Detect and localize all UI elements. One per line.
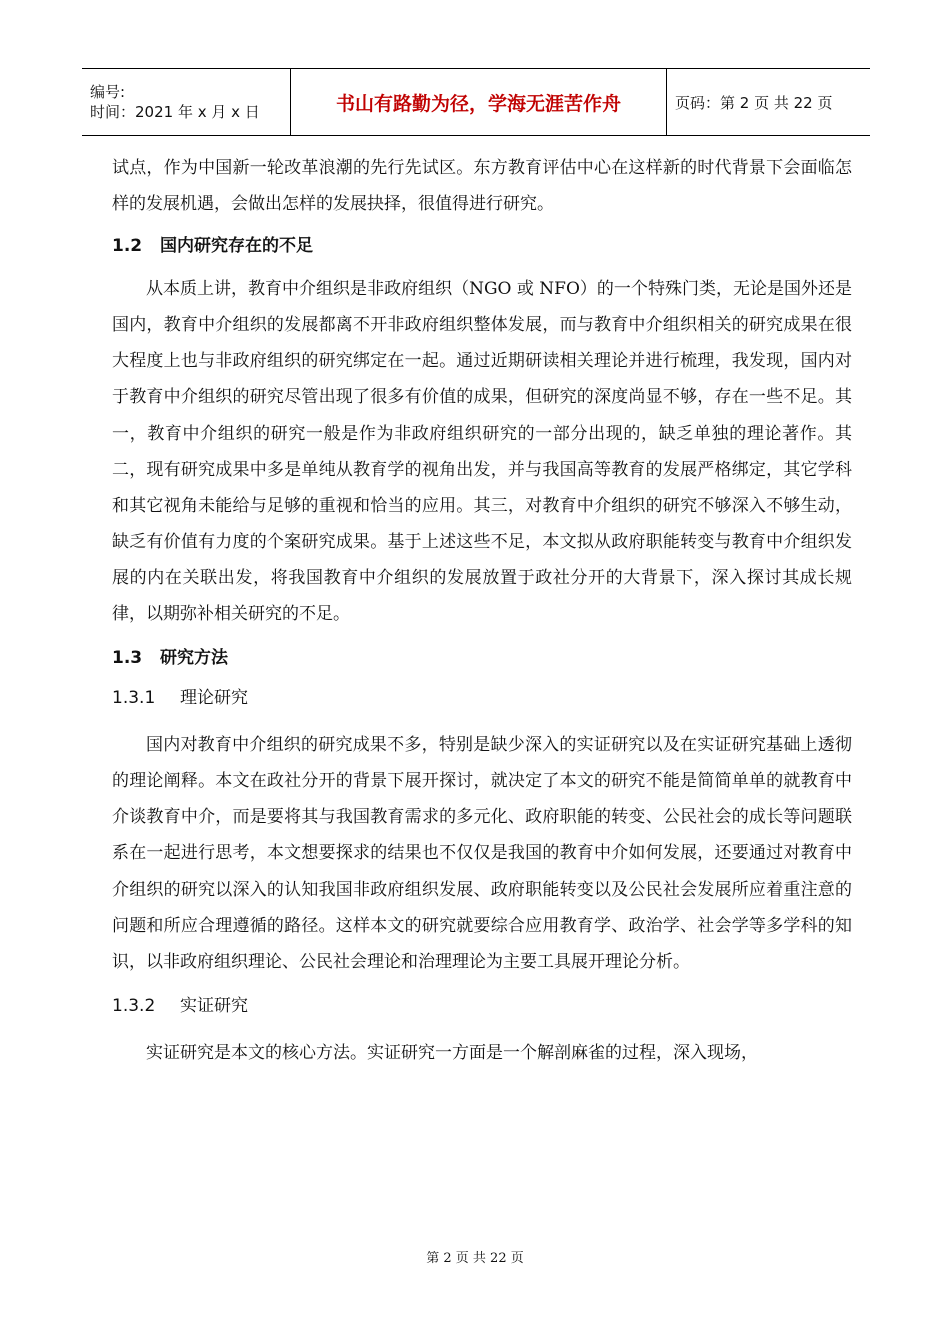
- paragraph-empirical-research: 实证研究是本文的核心方法。实证研究一方面是一个解剖麻雀的过程，深入现场，: [146, 1042, 758, 1063]
- subsection-title: 实证研究: [180, 995, 248, 1016]
- subsection-heading-1-3-1: [112, 688, 852, 708]
- section-title: 国内研究存在的不足: [160, 236, 313, 257]
- document-body: [112, 150, 852, 1071]
- subsection-title: 理论研究: [180, 688, 248, 709]
- page-footer: 第 2 页 共 22 页: [426, 1251, 524, 1266]
- subsection-heading-1-3-2: [112, 996, 852, 1016]
- subsection-number: 1.3.2: [112, 995, 156, 1016]
- section-heading-1-2: [112, 236, 852, 256]
- page-header: [82, 68, 870, 136]
- subsection-number: 1.3.1: [112, 688, 156, 709]
- header-page-info: 页码：第 2 页 共 22 页: [667, 69, 871, 136]
- time-label: 时间：2021 年 x 月 x 日: [90, 103, 260, 121]
- section-number: 1.2: [112, 236, 143, 257]
- section-heading-1-3: [112, 648, 852, 668]
- number-label: 编号:: [90, 83, 126, 101]
- paragraph-theory-research: 国内对教育中介组织的研究成果不多，特别是缺少深入的实证研究以及在实证研究基础上透彻的理论阐释。本文在政社分开的背景下展开探讨，就决定了本文的研究不能是简简单单的就教育中介谈教育中介，而是要将其与我国教育需求的多元化、政府职能的转变、公民社会的成长等问题联系在一起进行思考，本文想要探求的结果也不仅仅是我国的教育中介如何发展，还要通过对教育中介组织的研究以深入的认知我国非政府组织发展、政府职能转变以及公民社会发展所应着重注意的问题和所应合理遵循的路径。这样本文的研究就要综合应用教育学、政治学、社会学等多学科的知识，以非政府组织理论、公民社会理论和治理理论为主要工具展开理论分析。: [112, 735, 852, 972]
- paragraph-continuation: 试点，作为中国新一轮改革浪潮的先行先试区。东方教育评估中心在这样新的时代背景下会面临怎样的发展机遇，会做出怎样的发展抉择，很值得进行研究。: [112, 158, 852, 215]
- section-number: 1.3: [112, 648, 143, 669]
- section-title: 研究方法: [160, 648, 228, 669]
- header-meta: [82, 69, 291, 136]
- paragraph-research-gaps: 从本质上讲，教育中介组织是非政府组织（NGO 或 NFO）的一个特殊门类，无论是国外还是国内，教育中介组织的发展都离不开非政府组织整体发展，而与教育中介组织相关的研究成果在很大程度上也与非政府组织的研究绑定在一起。通过近期研读相关理论并进行梳理，我发现，国内对于教育中介组织的研究尽管出现了很多有价值的成果，但研究的深度尚显不够，存在一些不足。其一，教育中介组织的研究一般是作为非政府组织研究的一部分出现的，缺乏单独的理论著作。其二，现有研究成果中多是单纯从教育学的视角出发，并与我国高等教育的发展严格绑定，其它学科和其它视角未能给与足够的重视和恰当的应用。其三，对教育中介组织的研究不够深入不够生动，缺乏有价值有力度的个案研究成果。基于上述这些不足，本文拟从政府职能转变与教育中介组织发展的内在关联出发，将我国教育中介组织的发展放置于政社分开的大背景下，深入探讨其成长规律，以期弥补相关研究的不足。: [112, 279, 852, 625]
- header-motto: 书山有路勤为径，学海无涯苦作舟: [291, 69, 667, 136]
